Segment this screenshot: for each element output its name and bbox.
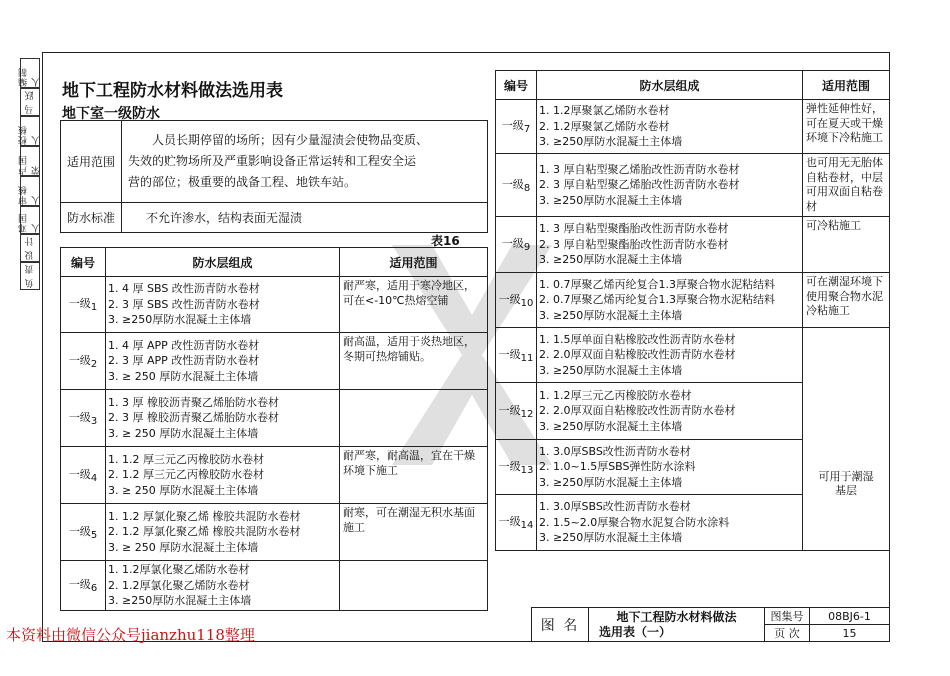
row-layers [537,440,803,495]
layer-line: 2. 1.5~2.0厚聚合物水泥复合防水涂料 [539,515,730,529]
layer-line: 2. 1.2厚聚氯乙烯防水卷材 [539,119,670,133]
section-title: 地下室一级防水 [62,106,160,122]
layer-line: 3. ≥250厚防水混凝土主体墙 [539,308,683,322]
header-layers: 防水层组成 [106,248,340,277]
table-row [61,333,488,390]
layer-line: 1. 0.7厚聚乙烯丙纶复合1.3厚聚合物水泥粘结料 [539,277,775,291]
grade-number: 11 [520,353,534,365]
layer-line: 1. 1.2 厚三元乙丙橡胶防水卷材 [108,452,264,466]
row-scope: 也可用无无胎体自粘卷材，中层可用双面自粘卷材 [803,154,890,217]
layer-line: 3. ≥250厚防水混凝土主体墙 [108,313,252,327]
row-code [61,447,106,504]
scope-line: 人员长期停留的场所；因有少量湿渍会使物品变质、 [152,133,429,147]
header-scope: 适用范围 [340,248,488,277]
layer-line: 1. 3 厚 橡胶沥青聚乙烯胎防水卷材 [108,395,279,409]
layer-line: 3. ≥250厚防水混凝土主体墙 [539,135,683,149]
layer-line: 1. 4 厚 SBS 改性沥青防水卷材 [108,282,260,296]
header-layers: 防水层组成 [537,71,803,100]
grade-number: 10 [520,298,534,310]
layer-line: 2. 2.0厚双面自粘橡胶改性沥青防水卷材 [539,404,736,418]
layer-line: 2. 3 厚 SBS 改性沥青防水卷材 [108,297,260,311]
table-row [61,561,488,611]
row-code [496,495,537,551]
row-layers [106,504,340,561]
grade-number: 1 [90,302,98,314]
page-title: 地下工程防水材料做法选用表 [62,81,283,101]
grade-number: 6 [90,583,98,595]
layer-line: 3. ≥ 250 厚防水混凝土主体墙 [108,426,259,440]
standard-text: 不允许渗水，结构表面无湿渍 [122,203,488,233]
row-code [61,504,106,561]
grade-label: 一级 [501,177,524,191]
row-scope: 弹性延伸性好，可在夏天或干燥环境下冷粘施工 [803,100,890,154]
signature-cell: 邓国人 [20,206,40,234]
table-row [61,447,488,504]
grade-label: 一级 [68,297,91,311]
layer-line: 1. 3.0厚SBS改性沥青防水卷材 [539,444,691,458]
row-code [496,440,537,495]
signature-cell: 负 责 [20,262,40,290]
row-code [61,277,106,333]
grade-label: 一级 [68,467,91,481]
grade-label: 一级 [501,237,524,251]
row-layers [537,495,803,551]
row-layers [537,273,803,328]
grade-label: 一级 [498,292,521,306]
signature-cell: 审核人 [20,176,40,206]
grade-label: 一级 [498,403,521,417]
row-code [496,383,537,440]
layer-line: 1. 1.2厚三元乙丙橡胶防水卷材 [539,388,692,402]
row-code [496,273,537,328]
row-scope: 耐严寒，耐高温，宜在干燥环境下施工 [340,447,488,504]
layer-line: 1. 3 厚自粘型聚乙烯胎改性沥青防水卷材 [539,162,740,176]
layer-line: 1. 3.0厚SBS改性沥青防水卷材 [539,500,691,514]
grade-number: 9 [523,242,531,254]
grade-number: 5 [90,530,98,542]
row-layers [106,390,340,447]
row-scope [340,561,488,611]
grade-label: 一级 [68,524,91,538]
row-scope [340,390,488,447]
grade-number: 8 [523,183,531,195]
row-code [496,100,537,154]
layer-line: 1. 1.5厚单面自粘橡胶改性沥青防水卷材 [539,332,736,346]
header-scope: 适用范围 [803,71,890,100]
grade-number: 14 [520,520,534,532]
row-layers [106,447,340,504]
layer-line: 2. 3 厚自粘型聚酯胎改性沥青防水卷材 [539,237,729,251]
layer-line: 1. 1.2 厚氯化聚乙烯 橡胶共混防水卷材 [108,509,301,523]
drawing-name [589,608,765,642]
table-row [61,277,488,333]
scope-label: 适用范围 [61,121,122,203]
layer-line: 1. 3 厚自粘型聚酯胎改性沥青防水卷材 [539,222,729,236]
right-material-table [495,70,890,551]
grade-label: 一级 [501,119,524,133]
layer-line: 3. ≥ 250 厚防水混凝土主体墙 [108,483,259,497]
credit-text: 本资料由微信公众号jianzhu118整理 [6,626,255,644]
info-table [60,120,488,233]
table-row [496,100,890,154]
page-label: 页 次 [765,625,810,642]
grade-label: 一级 [498,459,521,473]
set-value: 08BJ6-1 [810,608,890,625]
row-layers [106,333,340,390]
layer-line: 2. 1.2 厚三元乙丙橡胶防水卷材 [108,468,264,482]
layer-line: 3. ≥250厚防水混凝土主体墙 [539,475,683,489]
grade-number: 2 [90,359,98,371]
table-row [496,154,890,217]
table-row [496,273,890,328]
row-code [61,333,106,390]
row-code [61,390,106,447]
layer-line: 3. ≥250厚防水混凝土主体墙 [539,193,683,207]
layer-line: 3. ≥250厚防水混凝土主体墙 [539,419,683,433]
layer-line: 3. ≥250厚防水混凝土主体墙 [539,531,683,545]
row-layers [106,277,340,333]
header-code: 编号 [61,248,106,277]
row-layers [537,100,803,154]
layer-line: 1. 1.2厚聚氯乙烯防水卷材 [539,104,670,118]
merged-scope: 可用于潮湿基层 [803,328,890,551]
row-scope: 耐寒，可在潮湿无积水基面施工 [340,504,488,561]
grade-number: 7 [523,124,531,136]
layer-line: 3. ≥ 250 厚防水混凝土主体墙 [108,540,259,554]
grade-number: 3 [90,416,98,428]
layer-line: 2. 3 厚 APP 改性沥青防水卷材 [108,354,260,368]
signature-strip [20,58,42,290]
grade-number: 12 [520,409,534,421]
table-row [496,217,890,273]
grade-label: 一级 [498,515,521,529]
layer-line: 2. 1.2厚氯化聚乙烯防水卷材 [108,578,250,592]
signature-cell: 卢国荣 [20,146,40,176]
scope-text [122,121,488,203]
standard-label: 防水标准 [61,203,122,233]
signature-cell: 马 跃 [20,88,40,116]
drawing-name-line1: 地下工程防水材料做法 [616,609,737,624]
row-code [61,561,106,611]
layer-line: 2. 3 厚自粘型聚乙烯胎改性沥青防水卷材 [539,178,740,192]
row-code [496,154,537,217]
set-label: 图集号 [765,608,810,625]
table-row [61,504,488,561]
title-block-label: 图 名 [532,608,589,642]
layer-line: 3. ≥ 250 厚防水混凝土主体墙 [108,369,259,383]
layer-line: 2. 2.0厚双面自粘橡胶改性沥青防水卷材 [539,348,736,362]
grade-number: 4 [90,473,98,485]
grade-number: 13 [520,465,534,477]
layer-line: 3. ≥250厚防水混凝土主体墙 [539,253,683,267]
row-layers [537,328,803,383]
row-code [496,217,537,273]
grade-label: 一级 [68,578,91,592]
layer-line: 2. 0.7厚聚乙烯丙纶复合1.3厚聚合物水泥粘结料 [539,293,775,307]
signature-cell: 编制人 [20,58,40,88]
layer-line: 1. 1.2厚氯化聚乙烯防水卷材 [108,563,250,577]
scope-line: 失效的贮物场所及严重影响设备正常运转和工程安全运 [128,154,417,168]
layer-line: 3. ≥250厚防水混凝土主体墙 [108,594,252,608]
layer-line: 2. 3 厚 橡胶沥青聚乙烯胎防水卷材 [108,411,279,425]
page-value: 15 [810,625,890,642]
row-scope: 可冷粘施工 [803,217,890,273]
grade-label: 一级 [498,347,521,361]
row-scope: 耐高温，适用于炎热地区，冬期可热熔铺贴。 [340,333,488,390]
row-scope: 耐严寒，适用于寒冷地区，可在<-10℃热熔空铺 [340,277,488,333]
table-row [61,390,488,447]
layer-line: 3. ≥250厚防水混凝土主体墙 [539,363,683,377]
grade-label: 一级 [68,353,91,367]
row-layers [537,154,803,217]
drawing-name-line2: 选用表（一） [599,624,672,639]
row-code [496,328,537,383]
table-label: 表16 [431,234,460,248]
signature-cell: 设 计 [20,234,40,262]
scope-line: 营的部位；极重要的战备工程、地铁车站。 [128,175,357,189]
row-layers [537,217,803,273]
row-scope: 可在潮湿环境下使用聚合物水泥冷粘施工 [803,273,890,328]
row-layers [537,383,803,440]
layer-line: 1. 4 厚 APP 改性沥青防水卷材 [108,338,260,352]
grade-label: 一级 [68,410,91,424]
layer-line: 2. 1.0~1.5厚SBS弹性防水涂料 [539,460,696,474]
table-row [496,328,890,383]
left-material-table [60,247,488,611]
signature-cell: 校核人 [20,116,40,146]
layer-line: 2. 1.2 厚氯化聚乙烯 橡胶共混防水卷材 [108,525,301,539]
title-block [531,607,890,642]
row-layers [106,561,340,611]
header-code: 编号 [496,71,537,100]
